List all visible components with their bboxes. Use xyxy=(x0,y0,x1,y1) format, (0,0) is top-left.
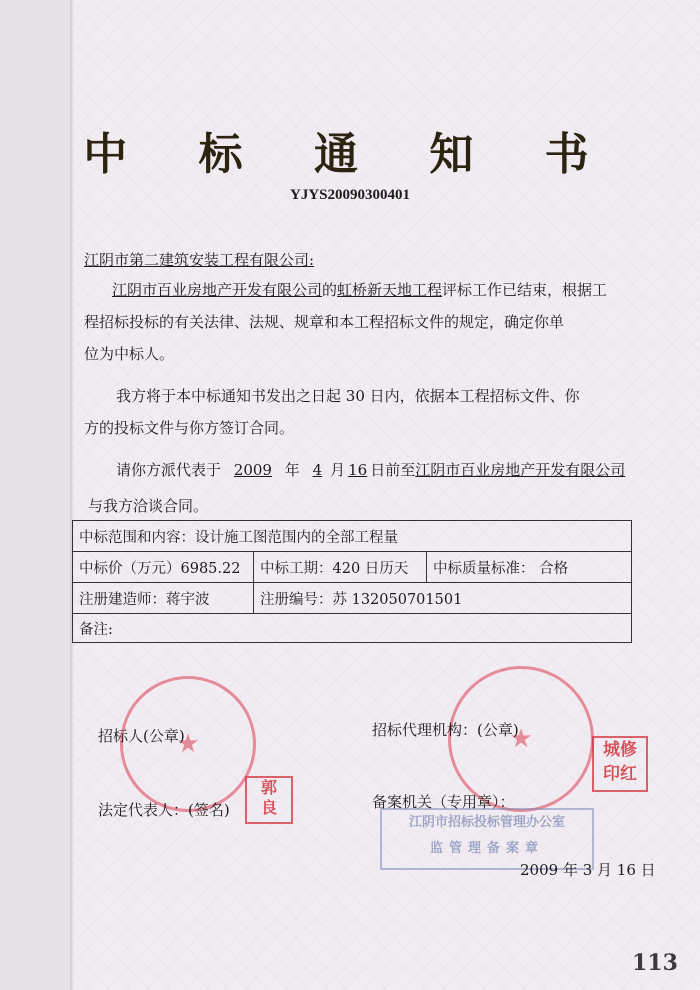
month-unit: 月 xyxy=(330,461,346,479)
price-cell: 中标价（万元）6985.22 xyxy=(73,552,254,583)
registration-cell: 注册编号：苏 132050701501 xyxy=(254,583,632,614)
meeting-year: 2009 xyxy=(233,461,272,479)
paragraph-1-text: 评标工作已结束，根据工 xyxy=(442,281,608,299)
scope-cell: 中标范围和内容：设计施工图范围内的全部工程量 xyxy=(73,521,632,552)
quality-cell: 中标质量标准： 合格 xyxy=(427,552,632,583)
seal-name-char-2: 良 xyxy=(260,798,277,817)
paragraph-3-text: 请你方派代表于 xyxy=(116,461,222,479)
seal-star-icon: ★ xyxy=(509,724,533,754)
correction-seal xyxy=(592,736,648,792)
seal-name-char-1: 郭 xyxy=(260,778,277,797)
meeting-place: 江阴市百业房地产开发有限公司 xyxy=(415,461,626,479)
year-unit: 年 xyxy=(284,461,300,479)
remarks-cell: 备注: xyxy=(73,614,632,643)
addressee: 江阴市第二建筑安装工程有限公司: xyxy=(84,251,315,269)
paragraph-1-line-1 xyxy=(112,280,607,300)
period-cell: 中标工期：420 日历天 xyxy=(254,552,427,583)
page-number: 113 xyxy=(632,950,678,976)
filing-stamp-line-2: 监管理备案章 xyxy=(429,841,544,856)
paragraph-2-line-2: 方的投标文件与你方签订合同。 xyxy=(84,419,295,437)
seal-star-icon: ★ xyxy=(176,729,200,759)
paragraph-3-line-1 xyxy=(116,460,625,480)
meeting-month: 4 xyxy=(312,461,323,479)
paragraph-3-line-2: 与我方洽谈合同。 xyxy=(88,497,209,515)
tenderer-label: 招标人(公章) xyxy=(98,727,185,745)
filing-stamp-line-1: 江阴市招标投标管理办公室 xyxy=(408,815,565,830)
legal-rep-label: 法定代表人：(签名) xyxy=(98,801,230,819)
award-details-table xyxy=(72,520,632,643)
issue-date: 2009 年 3 月 16 日 xyxy=(520,861,656,879)
tenderer-name: 江阴市百业房地产开发有限公司 xyxy=(112,281,323,299)
document-number: YJYS20090300401 xyxy=(289,187,410,203)
legal-rep-name-seal xyxy=(245,776,293,824)
connector-text: 的 xyxy=(322,281,338,299)
filing-authority-label: 备案机关（专用章）： xyxy=(372,793,515,811)
paragraph-1-line-2: 程招标投标的有关法律、法规、规章和本工程招标文件的规定，确定你单 xyxy=(84,313,565,331)
agency-label: 招标代理机构：(公章) xyxy=(372,721,519,739)
correction-seal-line-2: 印红 xyxy=(603,764,637,784)
meeting-day: 16 xyxy=(348,461,368,479)
correction-seal-line-1: 城修 xyxy=(603,740,637,760)
paragraph-1-line-3: 位为中标人。 xyxy=(84,345,175,363)
paragraph-2-line-1: 我方将于本中标通知书发出之日起 30 日内，依据本工程招标文件、你 xyxy=(116,387,580,405)
builder-cell: 注册建造师：蒋宇波 xyxy=(73,583,254,614)
document-title: 中 标 通 知 书 xyxy=(83,129,617,180)
deadline-text: 日前至 xyxy=(370,461,416,479)
project-name: 虹桥新天地工程 xyxy=(337,281,443,299)
